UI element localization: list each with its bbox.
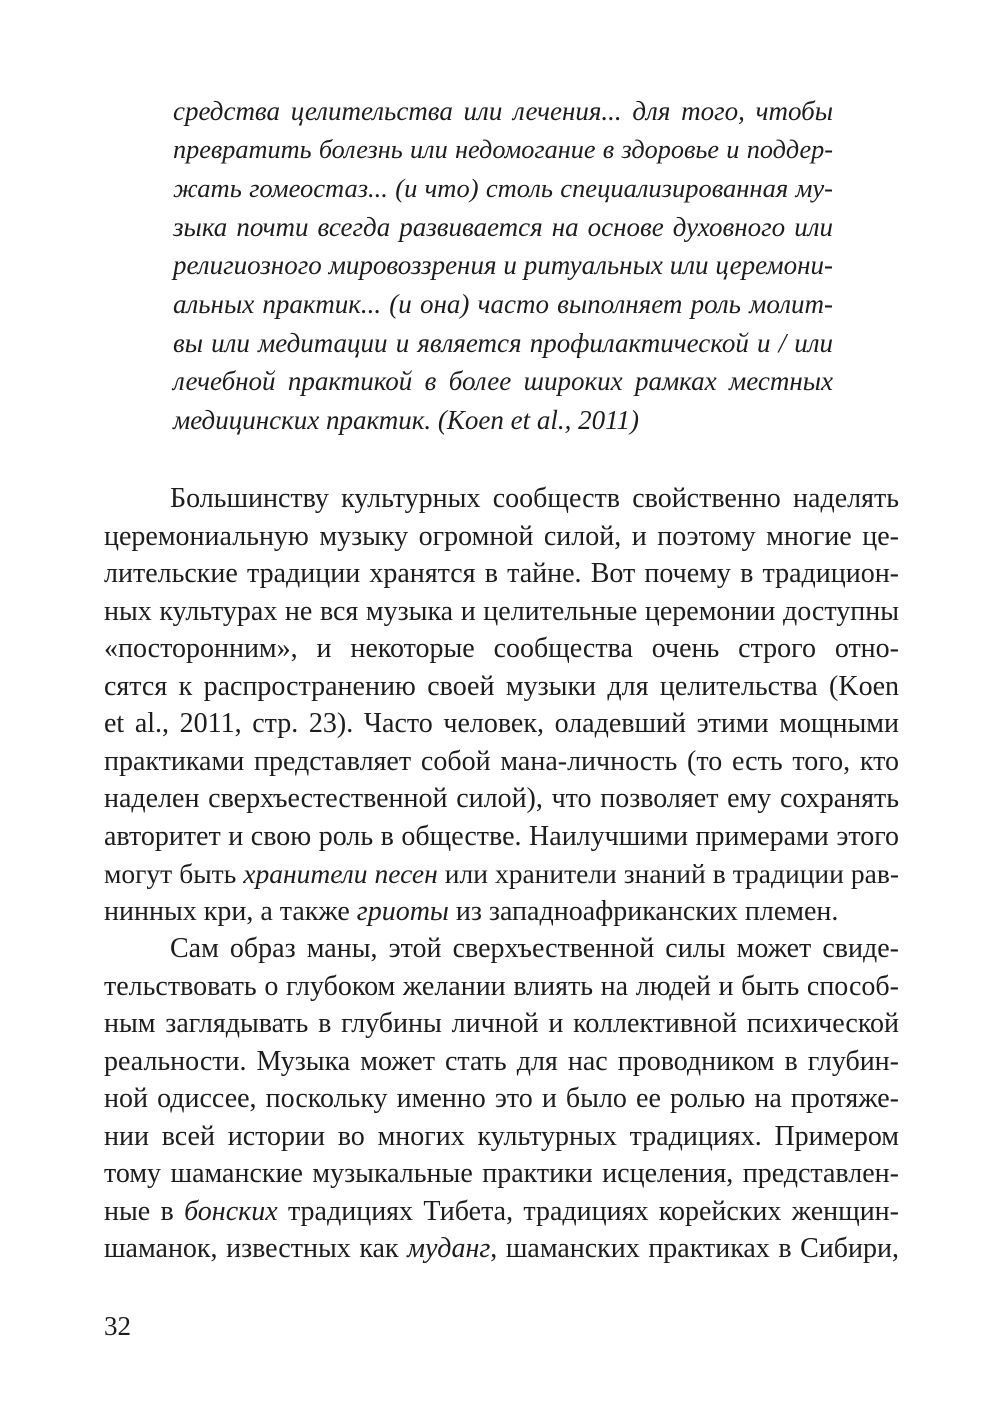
text-run: из западноафриканских племен. (448, 895, 839, 927)
quote-line: средства целительства или лечения... для того, чтобы (173, 96, 833, 126)
text-run: традициях Тибета, традициях корейских женщин- (277, 1195, 899, 1227)
quote-line: альных практик... (и она) часто выполняет роль молит- (173, 288, 833, 319)
paragraph-line: et al., 2011, стр. 23). Часто человек, оладевший этими мощными (104, 708, 899, 739)
text-run: , шаманских практиках в Сибири, (490, 1233, 899, 1264)
paragraph (104, 930, 899, 1268)
paragraph-line (104, 893, 899, 931)
italic-term: хранители песен (243, 858, 438, 889)
paragraph-line: ным заглядывать в глубины личной и коллективной психической (104, 1008, 899, 1039)
italic-term: бонских (184, 1195, 278, 1227)
quote-line: превратить болезнь или недомогание в здоровье и поддер- (173, 134, 833, 164)
quote-line: религиозного мировоззрения и ритуальных или церемони- (173, 250, 833, 281)
text-run: шаманок, известных как (104, 1233, 408, 1264)
paragraph-line: ных культурах не вся музыка и целительные церемонии доступны (104, 595, 899, 627)
italic-term: гриоты (356, 895, 449, 927)
quote-line: вы или медитации и является профилактической и / или (173, 327, 833, 358)
paragraph-line: тому шаманские музыкальные практики исцеления, представлен- (104, 1158, 899, 1189)
quote-line: лечебной практикой в более широких рамках местных (173, 366, 833, 397)
paragraph-line: наделен сверхъестественной силой), что позволяет ему сохранять (104, 783, 899, 814)
paragraph-line (104, 1193, 899, 1231)
block-quote (173, 92, 833, 439)
paragraph-line: нии всей истории во многих культурных традициях. Примером (104, 1120, 899, 1152)
paragraph-line: реальности. Музыка может стать для нас проводником в глубин- (104, 1045, 899, 1077)
text-run: ные в (104, 1195, 185, 1227)
quote-line: жать гомеостаз... (и что) столь специализированная му- (173, 173, 833, 204)
text-run: нинных кри, а также (104, 895, 357, 927)
paragraph (104, 480, 899, 930)
paragraph-line: сятся к распространению своей музыки для целительства (Koen (104, 670, 899, 702)
paragraph-line: практиками представляет собой мана-личность (то есть того, кто (104, 745, 899, 777)
paragraph-line: лительские традиции хранятся в тайне. Вот почему в традицион- (104, 558, 899, 589)
paragraph-line: Большинству культурных сообществ свойственно наделять (170, 483, 899, 514)
quote-line: медицинских практик. (Koen et al., 2011) (173, 404, 640, 435)
paragraph-line (104, 855, 899, 893)
paragraph-line: Сам образ маны, этой сверхъественной силы может свиде- (170, 933, 899, 964)
quote-line: зыка почти всегда развивается на основе духовного или (173, 211, 833, 242)
paragraph-line (104, 1230, 899, 1268)
paragraph-line: церемониальную музыку огромной силой, и поэтому многие це- (104, 520, 899, 552)
page-number: 32 (104, 1311, 131, 1341)
italic-term: муданг (407, 1233, 491, 1264)
text-run: могут быть (104, 858, 244, 889)
paragraph-line: тельствовать о глубоком желании влиять на людей и быть способ- (104, 970, 899, 1002)
paragraph-line: «посторонним», и некоторые сообщества очень строго отно- (104, 633, 899, 664)
body-text (104, 480, 899, 1268)
paragraph-line: авторитет и свою роль в обществе. Наилучшими примерами этого (104, 820, 899, 852)
paragraph-line: ной одиссее, поскольку именно это и было ее ролью на протяже- (104, 1083, 899, 1114)
text-run: или хранители знаний в традиции рав- (437, 858, 899, 889)
